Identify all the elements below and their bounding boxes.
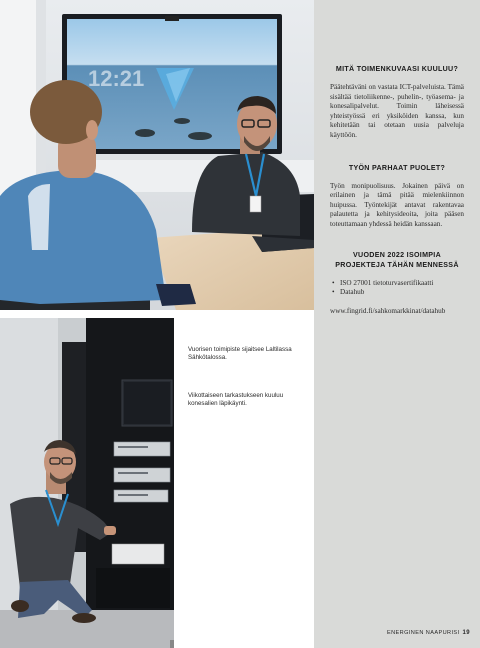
section-text: Työn monipuolisuus. Jokainen päivä on erilainen ja tämä pitää mielenkiinnon huipussa. Työntekijät antavat rakentavaa palautetta ja kehitysideoita, joita pääsen toteuttamaan yhdessä heidän kanssaan. bbox=[330, 181, 464, 228]
section-job-description bbox=[330, 64, 464, 141]
section-heading: VUODEN 2022 ISOIMPIA PROJEKTEJA TÄHÄN MENNESSÄ bbox=[335, 250, 459, 269]
caption-location: Vuorisen toimipiste sijaitsee Laltilassa Sähkötalossa. bbox=[188, 346, 292, 361]
magazine-name: ENERGINEN NAAPURISI bbox=[386, 630, 460, 636]
section-heading: MITÄ TOIMENKUVAASI KUULUU? bbox=[335, 65, 459, 73]
section-projects bbox=[330, 250, 464, 317]
page-number: 19 bbox=[462, 630, 470, 636]
projects-list bbox=[330, 279, 464, 299]
server-room-photo bbox=[0, 318, 174, 648]
section-best-parts bbox=[330, 163, 464, 230]
more-info-link[interactable]: www.fingrid.fi/sahkomarkkinat/datahub bbox=[330, 307, 446, 316]
list-item: • Datahub bbox=[340, 288, 464, 298]
screen-clock-text: 12:21 bbox=[88, 66, 145, 91]
photo-captions bbox=[188, 346, 306, 438]
list-item: • ISO 27001 tietoturvasertifikaatti bbox=[340, 279, 464, 289]
screen-logo-icon bbox=[152, 62, 198, 119]
interview-sidebar bbox=[314, 0, 480, 648]
office-meeting-photo bbox=[0, 0, 314, 310]
section-heading: TYÖN PARHAAT PUOLET? bbox=[348, 163, 446, 172]
page-footer bbox=[387, 630, 470, 636]
caption-inspection: Viikottaiseen tarkastukseen kuuluu konesalien läpikäynti. bbox=[188, 392, 284, 407]
section-text: Päätehtäväni on vastata ICT-palveluista. Tämä sisältää tietoliikenne-, puhelin-, työasema- ja konesalipalvelut. Toimin läheisessä yhteistyössä eri yksiköiden kanssa, kun kehitetään tai otetaan uusia palveluja käyttöön. bbox=[330, 83, 464, 139]
